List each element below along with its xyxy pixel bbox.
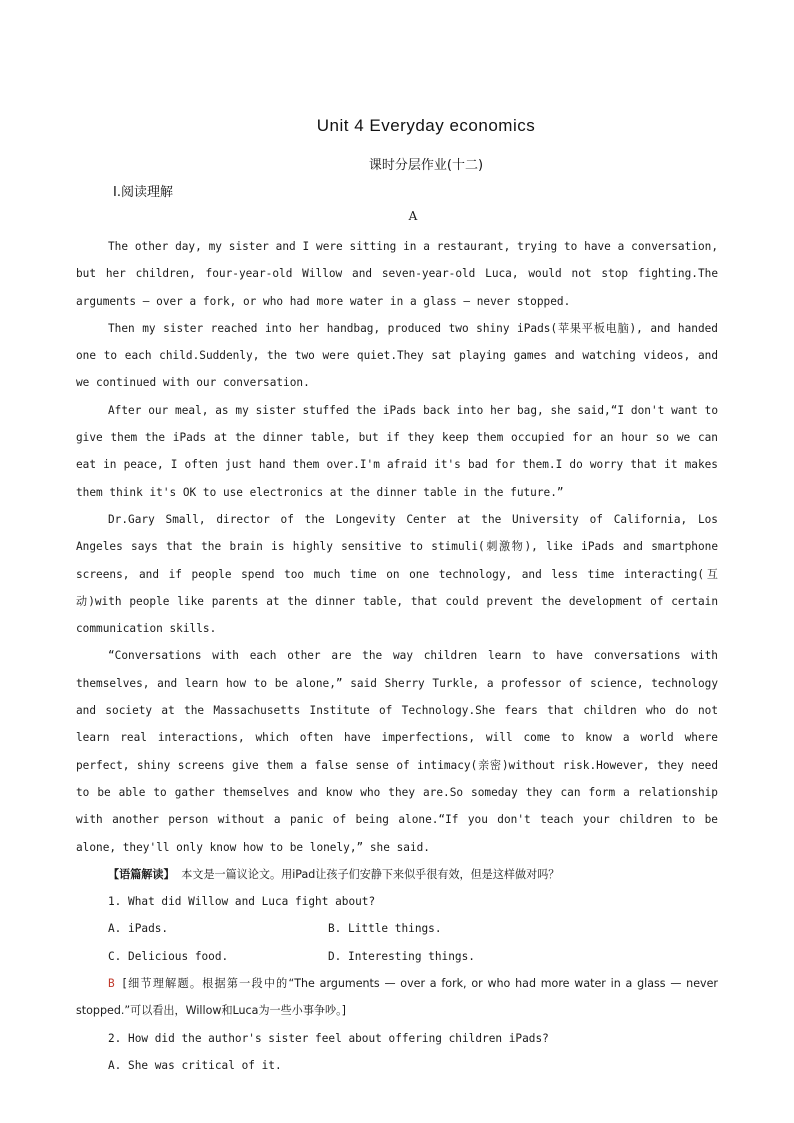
passage-paragraph-2: Then my sister reached into her handbag, produced two shiny iPads(苹果平板电脑), and handed one to each child.Suddenly, the two were quiet.They sat playing games and watching videos, and we continued with our conversation. — [76, 321, 718, 390]
question-1-options-row-1 — [76, 915, 718, 942]
question-1-answer — [76, 970, 718, 1025]
unit-title: Unit 4 Everyday economics — [316, 116, 536, 135]
summary-label: 【语篇解读】 — [108, 867, 175, 881]
document-body — [76, 233, 718, 1079]
answer-explanation: [细节理解题。根据第一段中的“The arguments — over a fork, or who had more water in a glass — never stopped.”可以看出，Willow和Luca为一些小事争吵。] — [76, 977, 718, 1018]
question-2: 2. How did the author's sister feel about offering children iPads? — [108, 1031, 549, 1045]
option-d: D. Interesting things. — [328, 949, 475, 963]
answer-letter: B — [108, 977, 115, 991]
question-1: 1. What did Willow and Luca fight about? — [108, 895, 376, 909]
question-2-option-a: A. She was critical of it. — [108, 1058, 282, 1072]
question-1-options-row-2 — [76, 943, 718, 970]
homework-subtitle: 课时分层作业(十二) — [368, 158, 484, 173]
section-heading: Ⅰ.阅读理解 — [113, 185, 173, 200]
option-a: A. iPads. — [108, 922, 169, 936]
summary-line — [76, 861, 718, 888]
option-b: B. Little things. — [328, 922, 442, 936]
passage-paragraph-4: Dr.Gary Small, director of the Longevity Center at the University of California, Los Angeles says that the brain is highly sensitive to stimuli(刺激物), like iPads and smartphone screens, and if people spend too much time on one technology, and less time interacting(互动)with people like parents at the dinner table, that could prevent the development of certain communication skills. — [76, 512, 718, 636]
passage-paragraph-5: “Conversations with each other are the way children learn to have conversations with themselves, and learn how to be alone,” said Sherry Turkle, a professor of science, technology and society at the Massachusetts Institute of Technology.She fears that children who do not learn real interactions, which often have imperfections, will come to know a world where perfect, shiny screens give them a false sense of intimacy(亲密)without risk.However, they need to be able to gather themselves and know who they are.So someday they can form a relationship with another person without a panic of being alone.“If you don't teach your children to be alone, they'll only know how to be lonely,” she said. — [76, 649, 718, 854]
passage-label: A — [408, 209, 418, 223]
passage-paragraph-3: After our meal, as my sister stuffed the iPads back into her bag, she said,“I don't want to give them the iPads at the dinner table, but if they keep them occupied for an hour so we can eat in peace, I often just hand them over.I'm afraid it's bad for them.I do worry that it makes them think it's OK to use electronics at the dinner table in the future.” — [76, 403, 718, 499]
option-c: C. Delicious food. — [108, 949, 229, 963]
summary-text: 本文是一篇议论文。用iPad让孩子们安静下来似乎很有效，但是这样做对吗？ — [181, 867, 560, 881]
passage-paragraph-1: The other day, my sister and I were sitting in a restaurant, trying to have a conversation, but her children, four-year-old Willow and seven-year-old Luca, would not stop fighting.The arguments — over a fork, or who had more water in a glass — never stopped. — [76, 240, 718, 308]
